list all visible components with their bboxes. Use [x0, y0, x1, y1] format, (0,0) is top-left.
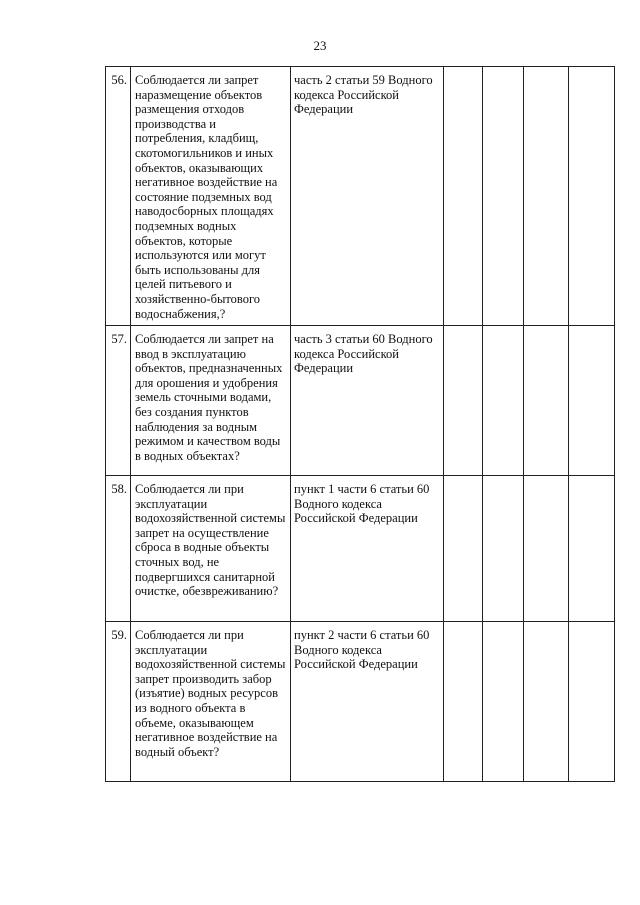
table-row — [106, 67, 615, 326]
question-cell: Соблюдается ли при эксплуатации водохозяйственной системы запрет на осуществление сброса в водные объекты сточных вод, не подвергшихся санитарной очистке, обезвреживанию? — [131, 476, 291, 622]
answer-cell-no — [483, 67, 524, 326]
comment-cell — [569, 476, 615, 622]
answer-cell-na — [524, 476, 569, 622]
answer-cell-na — [524, 67, 569, 326]
question-cell: Соблюдается ли запрет наразмещение объектов размещения отходов производства и потребления, кладбищ, скотомогильников и иных объектов, оказывающих негативное воздействие на состояние подземных вод наводосборных площадях подземных водных объектов, которые используются или могут быть использованы для целей питьевого и хозяйственно-бытового водоснабжения,? — [131, 67, 291, 326]
answer-cell-no — [483, 622, 524, 782]
row-number: 59. — [106, 622, 131, 782]
answer-cell-yes — [444, 67, 483, 326]
row-number: 57. — [106, 326, 131, 476]
row-number: 56. — [106, 67, 131, 326]
table-row — [106, 326, 615, 476]
checklist-table — [105, 66, 615, 782]
answer-cell-no — [483, 476, 524, 622]
comment-cell — [569, 326, 615, 476]
table-row — [106, 622, 615, 782]
page-number: 23 — [313, 38, 327, 53]
row-number: 58. — [106, 476, 131, 622]
question-cell: Соблюдается ли запрет на ввод в эксплуатацию объектов, предназначенных для орошения и удобрения земель сточными водами, без создания пунктов наблюдения за водным режимом и качеством воды в водных объектах? — [131, 326, 291, 476]
answer-cell-yes — [444, 476, 483, 622]
legal-reference-cell: часть 2 статьи 59 Водного кодекса Российской Федерации — [291, 67, 444, 326]
answer-cell-yes — [444, 622, 483, 782]
legal-reference-cell: часть 3 статьи 60 Водного кодекса Российской Федерации — [291, 326, 444, 476]
comment-cell — [569, 622, 615, 782]
answer-cell-yes — [444, 326, 483, 476]
table-row — [106, 476, 615, 622]
answer-cell-no — [483, 326, 524, 476]
legal-reference-cell: пункт 1 части 6 статьи 60 Водного кодекса Российской Федерации — [291, 476, 444, 622]
answer-cell-na — [524, 622, 569, 782]
answer-cell-na — [524, 326, 569, 476]
comment-cell — [569, 67, 615, 326]
question-cell: Соблюдается ли при эксплуатации водохозяйственной системы запрет производить забор (изъятие) водных ресурсов из водного объекта в объеме, оказывающем негативное воздействие на водный объект? — [131, 622, 291, 782]
legal-reference-cell: пункт 2 части 6 статьи 60 Водного кодекса Российской Федерации — [291, 622, 444, 782]
